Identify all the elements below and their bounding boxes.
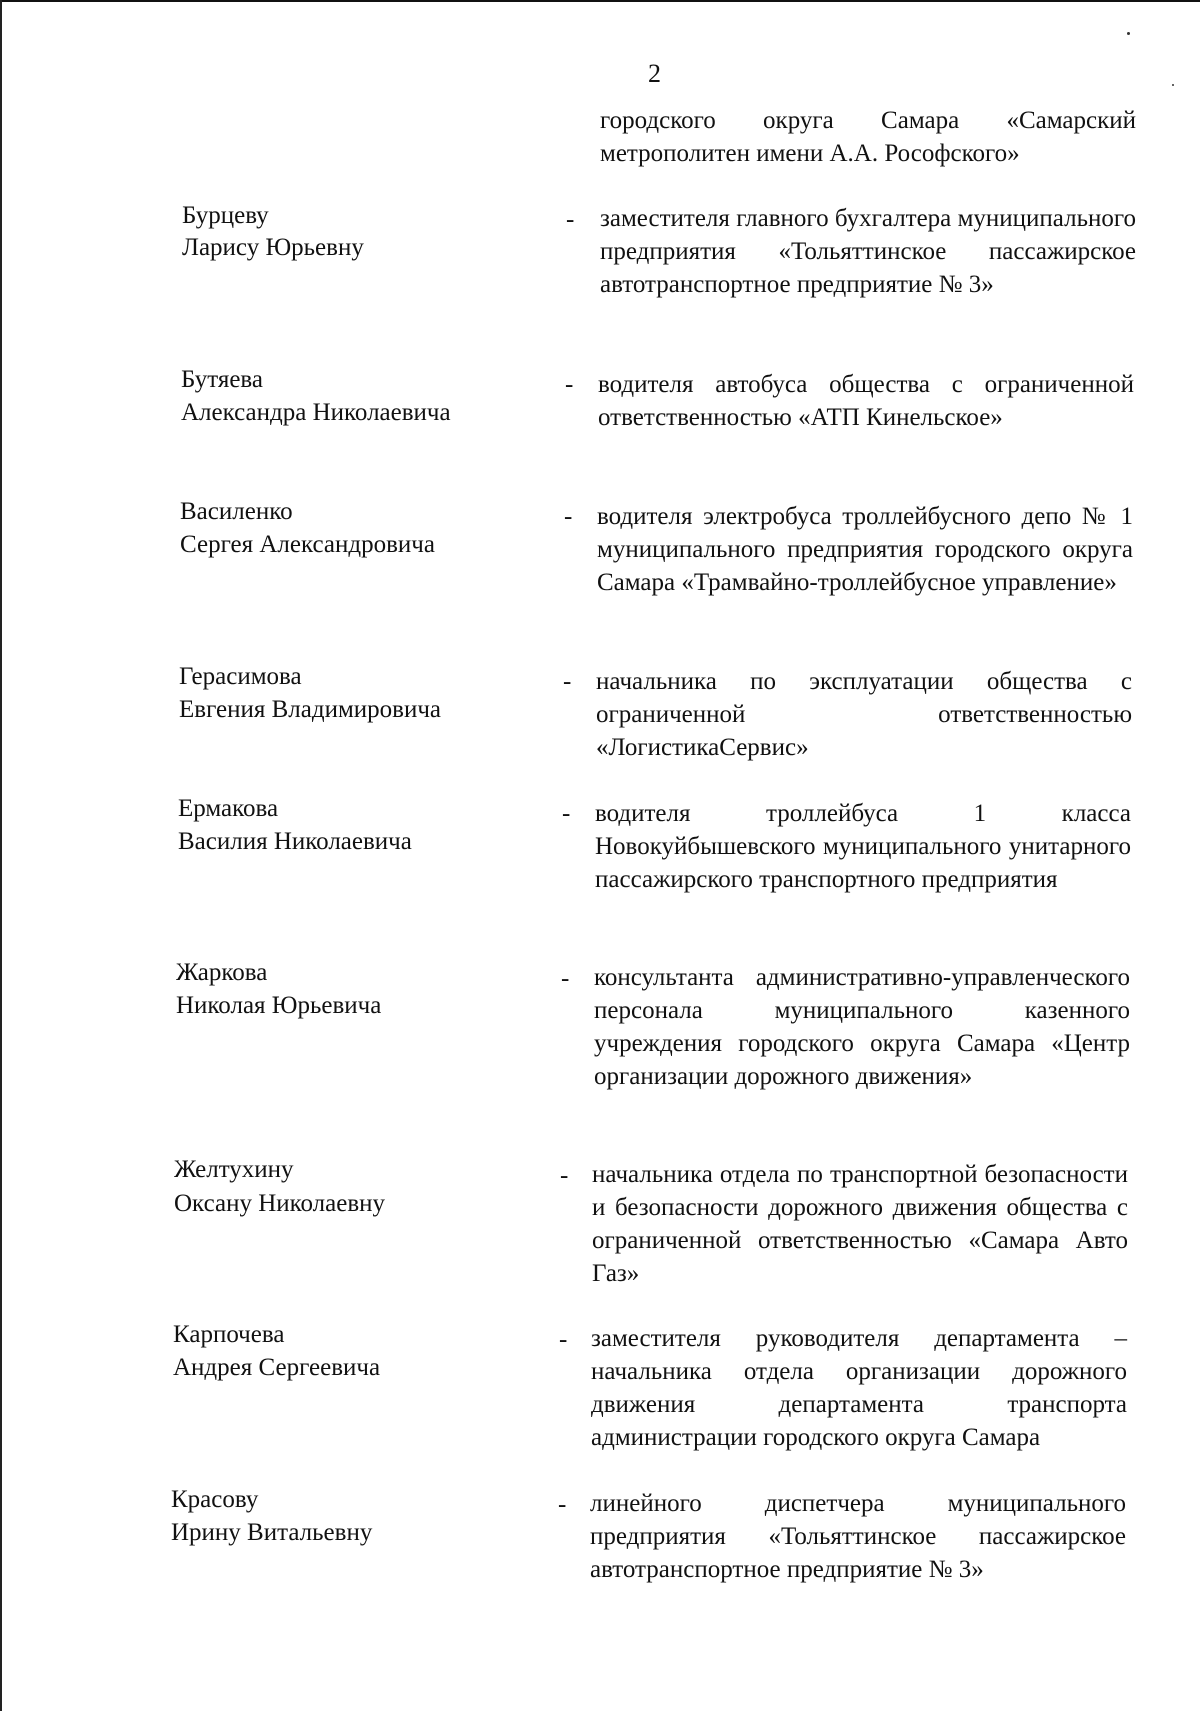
position-description: водителя электробуса троллейбусного депо № 1 муниципального предприятия городского округа Самара «Трамвайно-троллейбусное управление»: [597, 503, 1133, 596]
separator-dash: -: [559, 1326, 568, 1353]
person-given-names: Андрея Сергеевича: [173, 1354, 381, 1381]
person-surname: Ермакова: [178, 795, 279, 822]
separator-dash: -: [565, 371, 574, 398]
continuation-text: городского округа Самара «Самарский метрополитен имени А.А. Рософского»: [600, 107, 1136, 167]
person-given-names: Василия Николаевича: [178, 828, 412, 855]
person-surname: Герасимова: [179, 663, 302, 690]
person-given-names: Оксану Николаевну: [174, 1190, 386, 1217]
separator-dash: -: [562, 800, 571, 827]
person-given-names: Ирину Витальевну: [171, 1519, 373, 1546]
top-edge-rule: [0, 0, 1200, 2]
separator-dash: -: [566, 206, 575, 233]
person-surname: Бурцеву: [182, 202, 269, 229]
person-surname: Бутяева: [181, 366, 263, 393]
position-description: начальника отдела по транспортной безопасности и безопасности дорожного движения общества с ограниченной ответственностью «Самара Авто Газ»: [592, 1161, 1128, 1287]
person-surname: Василенко: [180, 498, 293, 525]
page-number: 2: [648, 59, 661, 88]
person-surname: Желтухину: [174, 1156, 294, 1183]
separator-dash: -: [564, 503, 573, 530]
separator-dash: -: [563, 668, 572, 695]
scan-speck: [1172, 84, 1174, 86]
separator-dash: -: [561, 965, 570, 992]
scan-speck: [1127, 32, 1130, 35]
position-description: заместителя руководителя департамента – начальника отдела организации дорожного движения департамента транспорта администрации городского округа Самара: [591, 1325, 1127, 1451]
person-surname: Красову: [171, 1486, 259, 1513]
person-given-names: Ларису Юрьевну: [182, 234, 364, 261]
position-description: консультанта административно-управленческого персонала муниципального казенного учреждения городского округа Самара «Центр организации дорожного движения»: [594, 964, 1130, 1090]
person-given-names: Николая Юрьевича: [176, 992, 382, 1019]
position-description: начальника по эксплуатации общества с ограниченной ответственностью «ЛогистикаСервис»: [596, 668, 1132, 761]
position-description: заместителя главного бухгалтера муниципального предприятия «Тольяттинское пассажирское автотранспортное предприятие № 3»: [600, 205, 1136, 298]
position-description: водителя троллейбуса 1 класса Новокуйбышевского муниципального унитарного пассажирского транспортного предприятия: [595, 800, 1131, 893]
separator-dash: -: [560, 1162, 569, 1189]
person-surname: Жаркова: [176, 959, 268, 986]
position-description: линейного диспетчера муниципального предприятия «Тольяттинское пассажирское автотранспортное предприятие № 3»: [590, 1490, 1126, 1583]
position-description: водителя автобуса общества с ограниченной ответственностью «АТП Кинельское»: [598, 371, 1134, 431]
person-given-names: Сергея Александровича: [180, 531, 435, 558]
person-given-names: Евгения Владимировича: [179, 696, 441, 723]
person-surname: Карпочева: [173, 1321, 285, 1348]
person-given-names: Александра Николаевича: [181, 399, 451, 426]
separator-dash: -: [558, 1491, 567, 1518]
left-edge-rule: [0, 0, 2, 1711]
